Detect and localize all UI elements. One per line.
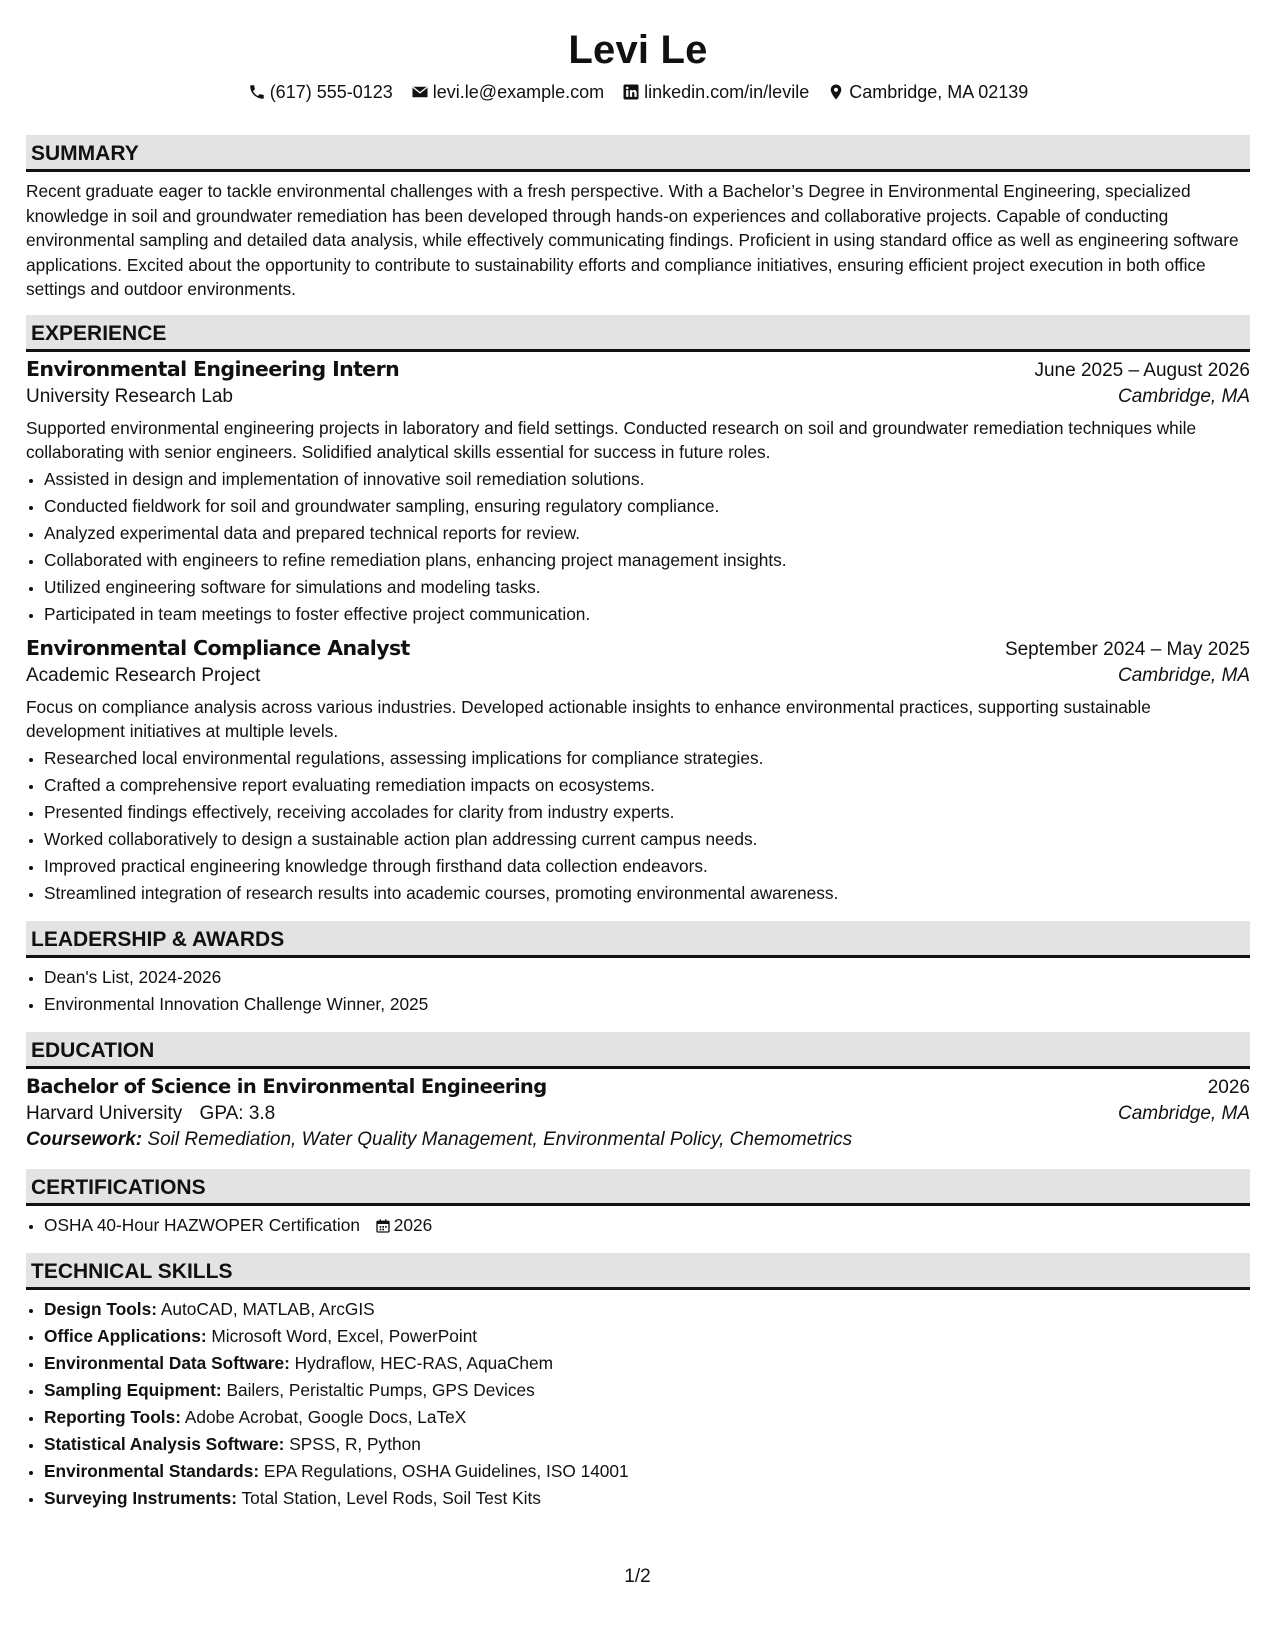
list-item: • Environmental Innovation Challenge Winner, 2025: [44, 991, 1250, 1018]
job-bullets: [26, 466, 1250, 628]
list-item: • Improved practical engineering knowledge through firsthand data collection endeavors.: [44, 853, 1250, 880]
list-item: • Researched local environmental regulations, assessing implications for compliance strategies.: [44, 745, 1250, 772]
phone-text: (617) 555-0123: [269, 82, 393, 102]
job-title: Environmental Compliance Analyst: [26, 635, 410, 660]
section-heading-leadership: LEADERSHIP & AWARDS: [26, 921, 1250, 958]
list-item: • Presented findings effectively, receiving accolades for clarity from industry experts.: [44, 799, 1250, 826]
section-heading-education: EDUCATION: [26, 1032, 1250, 1069]
map-pin-icon: [827, 83, 845, 101]
experience-section: [26, 315, 1250, 907]
list-item: [44, 1458, 1250, 1485]
calendar-icon: [375, 1218, 391, 1234]
page-number: 1/2: [624, 1566, 651, 1587]
job-entry: [26, 357, 1250, 628]
phone-icon: [248, 83, 266, 101]
skill-category: Design Tools:: [44, 1299, 157, 1320]
graduation-year: 2026: [1207, 1076, 1250, 1098]
awards-list: [26, 964, 1250, 1018]
certification-name: OSHA 40-Hour HAZWOPER Certification: [44, 1214, 360, 1235]
list-item: • Crafted a comprehensive report evaluating remediation impacts on ecosystems.: [44, 772, 1250, 799]
contact-phone[interactable]: [248, 80, 393, 104]
section-heading-certifications: CERTIFICATIONS: [26, 1169, 1250, 1206]
school-row: [26, 1103, 1250, 1125]
contact-bar: [26, 80, 1250, 104]
leadership-section: [26, 921, 1250, 1018]
job-location: Cambridge, MA: [1118, 664, 1250, 686]
skills-list: [26, 1296, 1250, 1512]
skill-values: AutoCAD, MATLAB, ArcGIS: [160, 1299, 375, 1320]
certifications-list: [26, 1212, 1250, 1240]
gpa: GPA: 3.8: [199, 1102, 276, 1124]
skill-values: SPSS, R, Python: [289, 1434, 421, 1455]
summary-text: Recent graduate eager to tackle environmental challenges with a fresh perspective. With a Bachelor’s Degree in Environmental Engineering, specialized knowledge in soil and groundwater remediation has been developed through hands-on experiences and collaborative projects. Capable of conducting environmental sampling and detailed data analysis, while effectively communicating findings. Proficient in using standard office as well as engineering software applications. Excited about the opportunity to contribute to sustainability efforts and compliance initiatives, ensuring efficient project execution in both office settings and outdoor environments.: [26, 181, 1239, 299]
list-item: • Dean's List, 2024-2026: [44, 964, 1250, 991]
job-entry: [26, 636, 1250, 907]
job-organization: Academic Research Project: [26, 664, 261, 686]
contact-email[interactable]: [411, 80, 604, 104]
candidate-name: Levi Le: [568, 28, 708, 72]
section-heading-technical-skills: TECHNICAL SKILLS: [26, 1253, 1250, 1290]
envelope-icon: [411, 83, 429, 101]
job-location: Cambridge, MA: [1118, 385, 1250, 407]
list-item: [44, 1377, 1250, 1404]
degree-row: [26, 1075, 1250, 1099]
school-name: Harvard University: [26, 1102, 183, 1124]
school-line: [26, 1103, 275, 1125]
job-description: Supported environmental engineering projects in laboratory and field settings. Conducted research on soil and groundwater remediation techniques while collaborating with senior engineers. Solidified analytical skills essential for success in future roles.: [26, 417, 1197, 462]
list-item: • Conducted fieldwork for soil and groundwater sampling, ensuring regulatory compliance.: [44, 493, 1250, 520]
section-heading-experience: EXPERIENCE: [26, 315, 1250, 352]
job-org-row: [26, 386, 1250, 408]
job-bullets: [26, 745, 1250, 907]
skill-values: EPA Regulations, OSHA Guidelines, ISO 14001: [263, 1461, 629, 1482]
job-header-row: [26, 357, 1250, 382]
email-text: levi.le@example.com: [432, 82, 605, 102]
skill-category: Statistical Analysis Software:: [44, 1434, 285, 1455]
list-item: [44, 1485, 1250, 1512]
linkedin-text: linkedin.com/in/levile: [644, 82, 810, 102]
list-item: [44, 1350, 1250, 1377]
resume-page: [26, 0, 1250, 1512]
skill-values: Hydraflow, HEC-RAS, AquaChem: [294, 1353, 553, 1374]
coursework-line: [26, 1129, 1250, 1151]
list-item: • Streamlined integration of research results into academic courses, promoting environmental awareness.: [44, 880, 1250, 907]
degree-title: Bachelor of Science in Environmental Engineering: [26, 1074, 547, 1098]
skill-category: Office Applications:: [44, 1326, 207, 1347]
certification-date: [375, 1212, 432, 1239]
skill-category: Environmental Data Software:: [44, 1353, 290, 1374]
school-location: Cambridge, MA: [1118, 1102, 1250, 1124]
list-item: • Utilized engineering software for simulations and modeling tasks.: [44, 574, 1250, 601]
skill-values: Bailers, Peristaltic Pumps, GPS Devices: [226, 1380, 535, 1401]
skills-section: [26, 1253, 1250, 1512]
list-item: [44, 1212, 1250, 1240]
list-item: • Collaborated with engineers to refine remediation plans, enhancing project management insights.: [44, 547, 1250, 574]
coursework-label: Coursework:: [26, 1128, 143, 1150]
skill-values: Microsoft Word, Excel, PowerPoint: [211, 1326, 478, 1347]
section-heading-summary: SUMMARY: [26, 135, 1250, 172]
list-item: [44, 1323, 1250, 1350]
education-section: [26, 1032, 1250, 1151]
list-item: • Participated in team meetings to foster effective project communication.: [44, 601, 1250, 628]
skill-category: Sampling Equipment:: [44, 1380, 222, 1401]
skill-category: Reporting Tools:: [44, 1407, 181, 1428]
certifications-section: [26, 1169, 1250, 1240]
contact-location: [827, 80, 1028, 104]
job-organization: University Research Lab: [26, 385, 233, 407]
job-org-row: [26, 665, 1250, 687]
coursework-list: Soil Remediation, Water Quality Management, Environmental Policy, Chemometrics: [147, 1128, 853, 1150]
location-text: Cambridge, MA 02139: [849, 82, 1029, 102]
list-item: [44, 1431, 1250, 1458]
list-item: • Assisted in design and implementation of innovative soil remediation solutions.: [44, 466, 1250, 493]
skill-category: Surveying Instruments:: [44, 1488, 238, 1509]
summary-section: [26, 135, 1250, 302]
list-item: • Worked collaboratively to design a sustainable action plan addressing current campus needs.: [44, 826, 1250, 853]
skill-category: Environmental Standards:: [44, 1461, 260, 1482]
skill-values: Adobe Acrobat, Google Docs, LaTeX: [184, 1407, 467, 1428]
job-dates: June 2025 – August 2026: [1034, 359, 1250, 381]
job-title: Environmental Engineering Intern: [26, 356, 400, 381]
list-item: • Analyzed experimental data and prepared technical reports for review.: [44, 520, 1250, 547]
linkedin-icon: [622, 83, 640, 101]
job-header-row: [26, 636, 1250, 661]
list-item: [44, 1296, 1250, 1323]
list-item: [44, 1404, 1250, 1431]
skill-values: Total Station, Level Rods, Soil Test Kits: [241, 1488, 541, 1509]
contact-linkedin[interactable]: [622, 80, 809, 104]
certification-year: 2026: [393, 1215, 433, 1236]
job-dates: September 2024 – May 2025: [1004, 638, 1250, 660]
job-description: Focus on compliance analysis across various industries. Developed actionable insights to enhance environmental practices, supporting sustainable development initiatives at multiple levels.: [26, 696, 1151, 741]
